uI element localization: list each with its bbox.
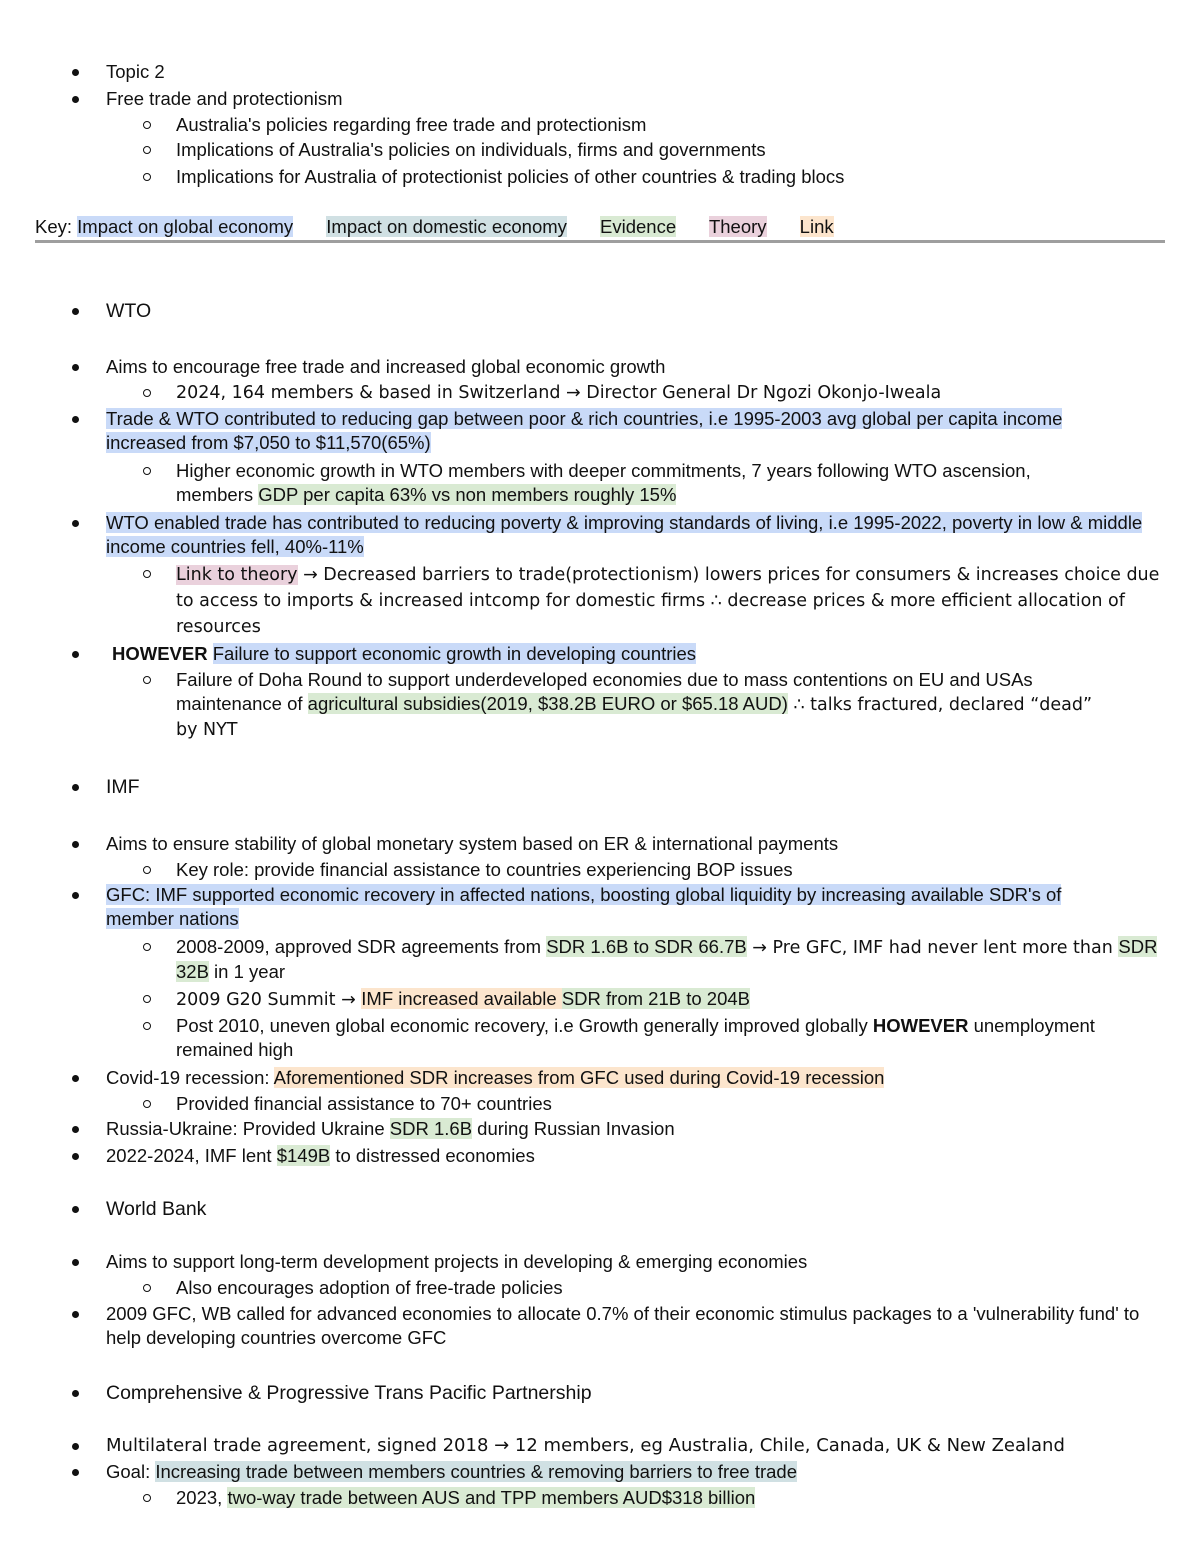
list-subitem: Failure of Doha Round to support underdeveloped economies due to mass contentions on EU and USAs maintenance of agricultural subsidies(2019, $38.2B EURO or $65.18 AUD) ∴ talks fractured, declared “dead” by NYT (176, 668, 1116, 742)
list-item: Aims to support long-term development projects in developing & emerging economies (106, 1251, 808, 1272)
list-item: Goal: Increasing trade between members countries & removing barriers to free trade (106, 1461, 797, 1482)
list-item: Multilateral trade agreement, signed 2018 → 12 members, eg Australia, Chile, Canada, UK & New Zealand (106, 1435, 1065, 1456)
list-subitem: Also encourages adoption of free-trade policies (176, 1277, 563, 1298)
list-subitem: Provided financial assistance to 70+ countries (176, 1093, 552, 1114)
list-subitem: Key role: provide financial assistance to countries experiencing BOP issues (176, 859, 793, 880)
list-item: HOWEVER Failure to support economic growth in developing countries (106, 642, 696, 666)
list-subitem: Link to theory → Decreased barriers to trade(protectionism) lowers prices for consumers & increases choice due to access to imports & increased intcomp for domestic firms ∴ decrease prices & more efficient allocation of resources (176, 562, 1166, 640)
list-subitem: 2024, 164 members & based in Switzerland → Director General Dr Ngozi Okonjo-Iweala (176, 383, 942, 403)
section-heading-world-bank: World Bank (106, 1198, 207, 1220)
key-link: Link (799, 216, 834, 237)
topic-item: Free trade and protectionism (106, 88, 343, 109)
topic-item: Topic 2 (106, 61, 165, 82)
list-subitem: Higher economic growth in WTO members with deeper commitments, 7 years following WTO ascension, members GDP per capita 63% vs non members roughly 15% (176, 459, 1096, 507)
list-item: Covid-19 recession: Aforementioned SDR increases from GFC used during Covid-19 recession (106, 1067, 885, 1088)
key-label: Key: (35, 216, 73, 237)
divider (35, 240, 1165, 243)
topic-subitem: Implications for Australia of protectionist policies of other countries & trading blocs (176, 166, 845, 187)
list-item: GFC: IMF supported economic recovery in affected nations, boosting global liquidity by increasing available SDR's of member nations (106, 883, 1126, 931)
topic-subitem: Australia's policies regarding free trade and protectionism (176, 114, 647, 135)
list-subitem: 2009 G20 Summit → IMF increased available SDR from 21B to 204B (176, 988, 750, 1010)
section-heading-cptpp: Comprehensive & Progressive Trans Pacific Partnership (106, 1382, 592, 1404)
list-subitem: 2023, two-way trade between AUS and TPP members AUD$318 billion (176, 1487, 756, 1508)
key-domestic: Impact on domestic economy (326, 216, 567, 237)
list-subitem: 2008-2009, approved SDR agreements from SDR 1.6B to SDR 66.7B → Pre GFC, IMF had never lent more than SDR 32B in 1 year (176, 935, 1161, 984)
topic-subitem: Implications of Australia's policies on individuals, firms and governments (176, 139, 766, 160)
section-heading-imf: IMF (106, 776, 140, 798)
list-item: Trade & WTO contributed to reducing gap between poor & rich countries, i.e 1995-2003 avg global per capita income increased from $7,050 to $11,570(65%) (106, 407, 1131, 455)
list-item: 2009 GFC, WB called for advanced economies to allocate 0.7% of their economic stimulus packages to a 'vulnerability fund' to help developing countries overcome GFC (106, 1303, 1140, 1348)
color-key (35, 215, 862, 239)
list-item: Aims to encourage free trade and increased global economic growth (106, 356, 666, 377)
key-theory: Theory (708, 216, 767, 237)
list-item: Russia-Ukraine: Provided Ukraine SDR 1.6B during Russian Invasion (106, 1118, 675, 1139)
list-subitem: Post 2010, uneven global economic recovery, i.e Growth generally improved globally HOWEVER unemployment remained high (176, 1014, 1166, 1062)
list-item: WTO enabled trade has contributed to reducing poverty & improving standards of living, i.e 1995-2022, poverty in low & middle income countries fell, 40%-11% (106, 511, 1151, 559)
key-global: Impact on global economy (77, 216, 294, 237)
list-item: 2022-2024, IMF lent $149B to distressed economies (106, 1145, 535, 1166)
section-heading-wto: WTO (106, 300, 152, 322)
key-evidence: Evidence (600, 216, 677, 237)
list-item: Aims to ensure stability of global monetary system based on ER & international payments (106, 833, 839, 854)
